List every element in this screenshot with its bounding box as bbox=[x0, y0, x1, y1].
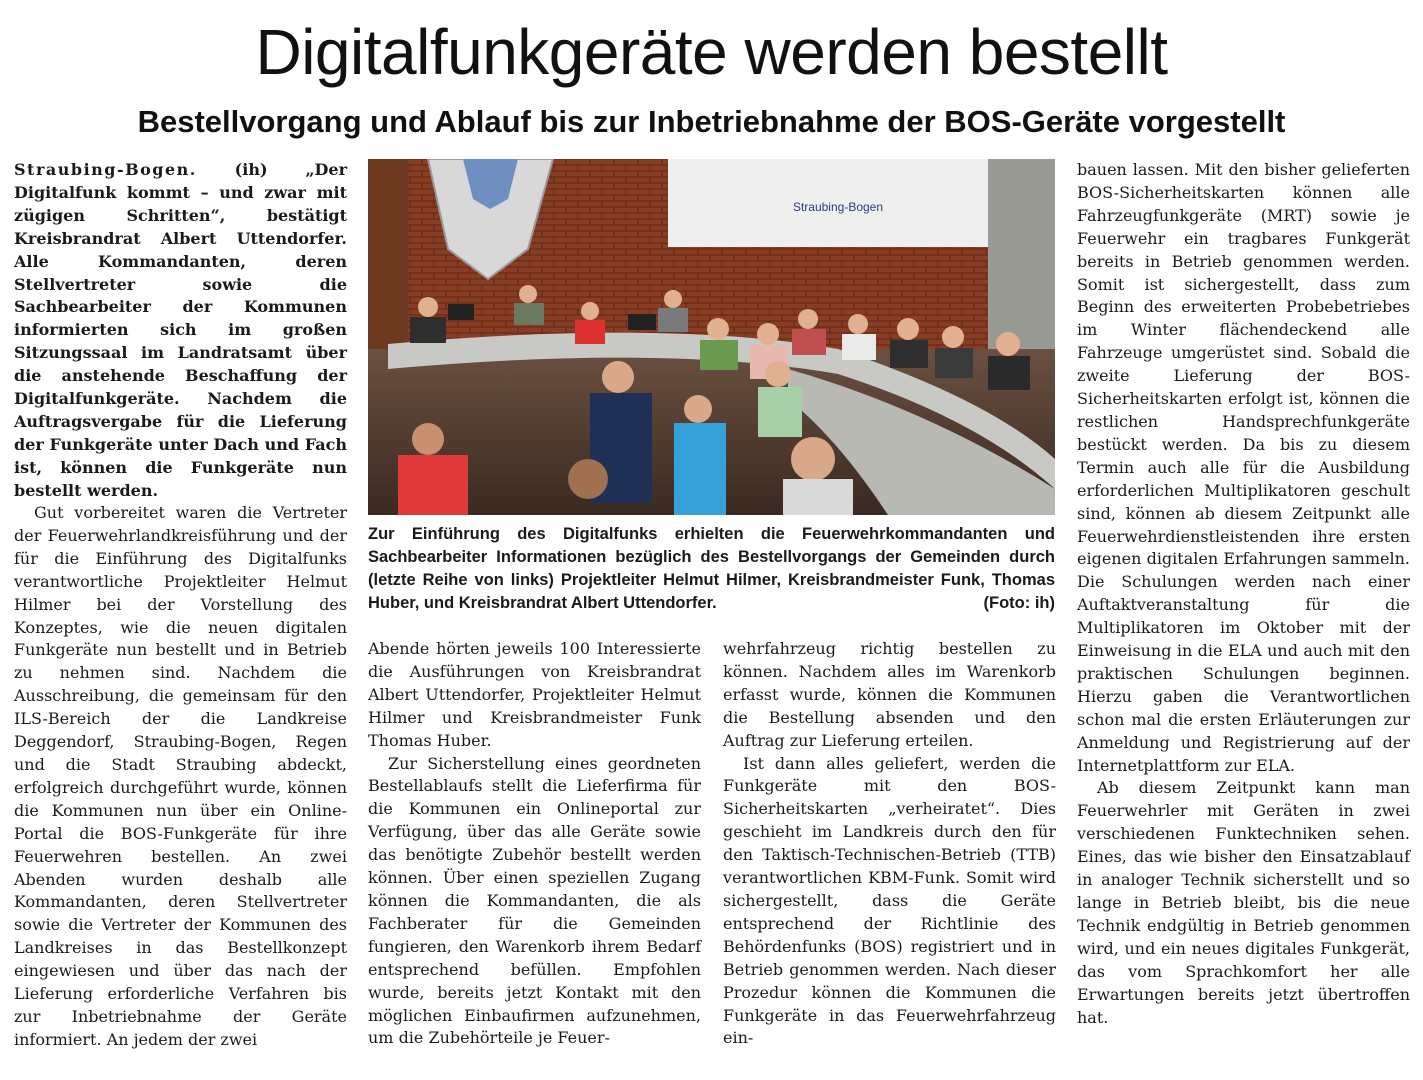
article-column-4 bbox=[1077, 159, 1410, 1029]
article-column-3 bbox=[723, 638, 1056, 1050]
headline: Digitalfunkgeräte werden bestellt bbox=[255, 16, 1168, 88]
meeting-photo-image bbox=[368, 159, 1055, 515]
article-column-1-body bbox=[14, 502, 347, 1052]
article-column-2 bbox=[368, 638, 701, 1050]
photo-credit: (Foto: ih) bbox=[983, 594, 1055, 612]
body-paragraph-1: Gut vorbereitet waren die Vertreter der Feuerwehrlandkreisführung und der für die Einführung des Digitalfunks verantwortliche Projektleiter Helmut Hilmer bei der Vorstellung des Konzeptes, wie die neuen digitalen Funkgeräte nun bestellt und in Betrieb zu nehmen sind. Nachdem die Ausschreibung, die gemeinsam für den ILS-Bereich der die Landkreise Deggendorf, Straubing-Bogen, Regen und die Stadt Straubing abdeckt, erfolgreich durchgeführt wurde, können die Kommunen nun über ein Online-Portal die BOS-Funkgeräte für ihre Feuerwehren bestellen. An zwei Abenden wurden deshalb alle Kommandanten, deren Stellvertreter sowie die Vertreter der Kommunen des Landkreises in das Bestellkonzept eingewiesen und über das nach der Lieferung erforderliche Verfahren bis zur Inbetriebnahme der Geräte informiert. An jedem der zwei bbox=[14, 503, 347, 1049]
screen-text: Straubing-Bogen bbox=[792, 200, 884, 214]
photo-caption bbox=[368, 523, 1055, 615]
lead-text: (ih) „Der Digitalfunk kommt – und zwar mit zügigen Schritten“, bestätigt Kreisbrandrat Albert Uttendorfer. Alle Kommandanten, deren Stellvertreter sowie die Sachbearbeiter der Kommunen informierten sich im großen Sitzungssaal im Landratsamt über die anstehende Beschaffung der Digitalfunkgeräte. Nachdem die Auftragsvergabe für die Lieferung der Funkgeräte unter Dach und Fach ist, können die Funkgeräte nun bestellt werden. bbox=[14, 160, 347, 500]
body-paragraph-5: Ist dann alles geliefert, werden die Funkgeräte mit den BOS-Sicherheitskarten „verheiratet“. Dies geschieht im Landkreis durch den für den Taktisch-Technischen-Betrieb (TTB) verantwortlichen KBM-Funk. Somit wird sichergestellt, dass die Geräte entsprechend der Richtlinie des Behördenfunks (BOS) registriert und in Betrieb genommen werden. Nach dieser Prozedur können die Kommunen die Funkgeräte in das Feuerwehrfahrzeug ein- bbox=[723, 753, 1056, 1048]
body-paragraph-7: Ab diesem Zeitpunkt kann man Feuerwehrler mit Geräten in zwei verschiedenen Funktechniken sehen. Eines, das wie bisher den Einsatzablauf in analoger Technik sicherstellt und so lange in Betrieb bleibt, bis die neue Technik endgültig in Betrieb genommen wird, und ein neues digitales Funkgerät, das vom Sprachkomfort her alle Erwartungen bereits jetzt übertroffen hat. bbox=[1077, 778, 1410, 1027]
body-paragraph-4: wehrfahrzeug richtig bestellen zu können. Nachdem alles im Warenkorb erfasst wurde, können die Kommunen die Bestellung absenden und den Auftrag zur Lieferung erteilen. bbox=[723, 639, 1056, 750]
meeting-photo bbox=[368, 159, 1055, 515]
article-column-1 bbox=[14, 159, 347, 503]
subheadline: Bestellvorgang und Ablauf bis zur Inbetriebnahme der BOS-Geräte vorgestellt bbox=[137, 104, 1286, 139]
body-paragraph-2: Abende hörten jeweils 100 Interessierte die Ausführungen von Kreisbrandrat Albert Uttendorfer, Projektleiter Helmut Hilmer und Kreisbrandmeister Funk Thomas Huber. bbox=[368, 639, 701, 750]
body-paragraph-3: Zur Sicherstellung eines geordneten Bestellablaufs stellt die Lieferfirma für die Kommunen ein Onlineportal zur Verfügung, über das alle Geräte sowie das benötigte Zubehör bestellt werden können. Über einen speziellen Zugang können die Kommandanten, die als Fachberater für die Gemeinden fungieren, den Warenkorb ihrem Bedarf entsprechend befüllen. Empfohlen wurde, bereits jetzt Kontakt mit den möglichen Einbaufirmen aufzunehmen, um die Zubehörteile je Feuer- bbox=[368, 753, 701, 1048]
body-paragraph-6: bauen lassen. Mit den bisher gelieferten BOS-Sicherheitskarten können alle Fahrzeugfunkgeräte (MRT) sowie je Feuerwehr ein tragbares Funkgerät bereits in Betrieb genommen werden. Somit ist sichergestellt, dass zum Beginn des erweiterten Probebetriebes im Winter flächendeckend alle Fahrzeuge umgerüstet sind. Sobald die zweite Lieferung der BOS-Sicherheitskarten erfolgt ist, können die restlichen Handsprechfunkgeräte bestückt werden. Da bis zu diesem Termin auch alle für die Ausbildung erforderlichen Multiplikatoren geschult sind, können ab diesem Zeitpunkt alle Feuerwehrdienstleistenden ihre ersten eigenen digitalen Erfahrungen sammeln. Die Schulungen werden nach einer Auftaktveranstaltung für die Multiplikatoren im Oktober mit der Einweisung in die ELA und auch mit den praktischen Schulungen beginnen. Hierzu gaben die Verantwortlichen schon mal die ersten Erläuterungen zur Anmeldung und Registrierung auf der Internetplattform zur ELA. bbox=[1077, 160, 1410, 775]
caption-text: Zur Einführung des Digitalfunks erhielten die Feuerwehrkommandanten und Sachbearbeiter Informationen bezüglich des Bestellvorgangs der Gemeinden durch (letzte Reihe von links) Projektleiter Helmut Hilmer, Kreisbrandmeister Funk, Thomas Huber, und Kreisbrandrat Albert Uttendorfer. bbox=[368, 525, 1055, 612]
dateline: Straubing-Bogen. bbox=[14, 160, 197, 179]
lead-paragraph bbox=[14, 159, 347, 503]
